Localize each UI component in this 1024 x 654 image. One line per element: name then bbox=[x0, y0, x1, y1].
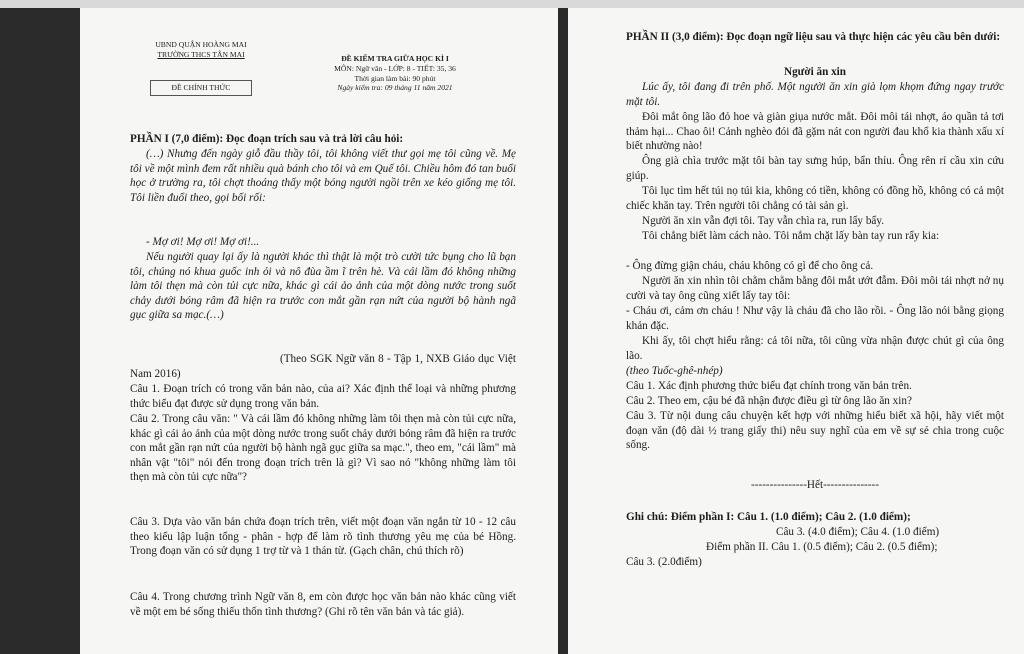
part2-title bbox=[626, 30, 1004, 45]
district-name: UBND QUẬN HOÀNG MAI bbox=[155, 40, 247, 49]
story-paragraph-4: Tôi lục tìm hết túi nọ túi kia, không có tiền, không có đồng hồ, không có cả một chiếc khăn tay. Trên người tôi chẳng có tài sản gì. bbox=[626, 185, 1004, 212]
part1-question-3: Câu 3. Dựa vào văn bản chứa đoạn trích trên, viết một đoạn văn ngắn từ 10 - 12 câu theo kiểu lập luận tổng - phân - hợp để làm rõ tình thương yêu mẹ của bé Hồng. Trong đoạn văn có sử dụng 1 trợ từ và 1 thán từ. (Gạch chân, chú thích rõ) bbox=[130, 516, 516, 558]
part1-question-1: Câu 1. Đoạn trích có trong văn bản nào, của ai? Xác định thể loại và những phương thức biểu đạt được sử dụng trong văn bản. bbox=[130, 383, 516, 410]
story-title: Người ăn xin bbox=[783, 66, 847, 78]
document-page-left bbox=[80, 8, 558, 654]
story-paragraph-10: Khi ấy, tôi chợt hiểu rằng: cả tôi nữa, tôi cũng vừa nhận được chút gì của ông lão. bbox=[626, 335, 1004, 362]
school-header bbox=[126, 40, 276, 60]
part2-question-3: Câu 3. Từ nội dung câu chuyện kết hợp với những hiểu biết xã hội, hãy viết một đoạn văn (độ dài ½ trang giấy thi) nêu suy nghĩ của em về sự sẻ chia trong cuộc sống. bbox=[626, 410, 1004, 452]
score-note-line-4: Câu 3. (2.0điểm) bbox=[626, 556, 702, 568]
official-stamp: ĐỀ CHÍNH THỨC bbox=[150, 80, 252, 96]
story-paragraph-2: Đôi mắt ông lão đỏ hoe và giàn giụa nước mắt. Đôi môi tái nhợt, áo quần tả tơi thảm hại... Chao ôi! Cảnh nghèo đói đã gặm nát con người đau khổ kia thành xấu xí biết nhường nào! bbox=[626, 111, 1004, 153]
part2-question-1: Câu 1. Xác định phương thức biểu đạt chính trong văn bản trên. bbox=[626, 380, 912, 392]
score-note-line-1: Ghi chú: Điểm phần I: Câu 1. (1.0 điểm); Câu 2. (1.0 điểm); bbox=[626, 511, 911, 523]
part1-question-4: Câu 4. Trong chương trình Ngữ văn 8, em còn được học văn bản nào khác cũng viết về một em bé sống thiếu thốn tình thương? (Ghi rõ tên văn bản và tác giả). bbox=[130, 591, 516, 618]
story-paragraph-6: Tôi chẳng biết làm cách nào. Tôi nắm chặt lấy bàn tay run rẩy kia: bbox=[642, 230, 940, 242]
story-paragraph-1: Lúc ấy, tôi đang đi trên phố. Một người ăn xin già lọm khọm đứng ngay trước mặt tôi. bbox=[626, 81, 1004, 108]
exam-header bbox=[290, 54, 500, 93]
school-name: TRƯỜNG THCS TÂN MAI bbox=[157, 50, 245, 59]
exam-duration: Thời gian làm bài: 90 phút bbox=[354, 73, 436, 83]
excerpt-paragraph-2: - Mợ ơi! Mợ ơi! Mợ ơi!... bbox=[146, 236, 260, 248]
story-paragraph-7: - Ông đừng giận cháu, cháu không có gì để cho ông cả. bbox=[626, 260, 874, 272]
part1-title: PHẦN I (7,0 điểm): Đọc đoạn trích sau và trả lời câu hỏi: bbox=[130, 133, 404, 145]
story-paragraph-8: Người ăn xin nhìn tôi chằm chằm bằng đôi mắt ướt đẫm. Đôi môi tái nhợt nở nụ cười và tay ông cũng xiết lấy tay tôi: bbox=[626, 275, 1004, 302]
viewer-top-bar bbox=[0, 0, 1024, 8]
excerpt-paragraph-3: Nếu người quay lại ấy là người khác thì thật là một trò cười tức bụng cho lũ bạn tôi, chúng nó khua guốc inh ỏi và nô đùa ầm ĩ trên hè. Và cái lầm đó không những làm tôi thẹn mà còn tủi cực nữa, khác gì cái ảo ảnh của một dòng nước trong suốt chảy dưới bóng râm đã hiện ra trước con mắt gần rạn nứt của người bộ hành ngã gục giữa sa mạc.(…) bbox=[130, 251, 516, 322]
exam-subject: MÔN: Ngữ văn - LỚP: 8 - TIẾT: 35, 36 bbox=[334, 63, 456, 73]
excerpt-source: (Theo SGK Ngữ văn 8 - Tập 1, NXB Giáo dục Việt Nam 2016) bbox=[130, 353, 516, 380]
exam-title: ĐỀ KIỂM TRA GIỮA HỌC KÌ I bbox=[341, 54, 449, 63]
document-page-right bbox=[568, 8, 1024, 654]
exam-date: Ngày kiểm tra: 09 tháng 11 năm 2021 bbox=[337, 83, 453, 93]
score-note-line-3: Điểm phần II. Câu 1. (0.5 điểm); Câu 2. (0.5 điểm); bbox=[706, 541, 938, 553]
story-source: (theo Tuốc-ghê-nhép) bbox=[626, 365, 723, 377]
story-paragraph-5: Người ăn xin vẫn đợi tôi. Tay vẫn chìa ra, run lẩy bẩy. bbox=[642, 215, 885, 227]
part2-title-text: PHẦN II (3,0 điểm): Đọc đoạn ngữ liệu sau và thực hiện các yêu cầu bên dưới: bbox=[626, 31, 1001, 43]
part1-question-2: Câu 2. Trong câu văn: " Và cái lầm đó không những làm tôi thẹn mà còn tủi cực nữa, khác gì cái ảo ảnh của một dòng nước trong suốt chảy dưới bóng râm đã hiện ra trước con mắt gần rạn nứt của người bộ hành ngã gục giữa sa mạc.", theo em, "cái lầm" mà nhân vật "tôi" nói đến trong đoạn trích trên là gì? Vì sao nó "không những làm tôi thẹn mà còn tủi cực nữa"? bbox=[130, 413, 516, 484]
story-paragraph-3: Ông già chìa trước mặt tôi bàn tay sưng húp, bẩn thỉu. Ông rên rỉ cầu xin cứu giúp. bbox=[626, 155, 1004, 182]
story-paragraph-9: - Cháu ơi, cảm ơn cháu ! Như vậy là cháu đã cho lão rồi. - Ông lão nói bằng giọng khản đặc. bbox=[626, 305, 1004, 332]
part2-question-2: Câu 2. Theo em, cậu bé đã nhận được điều gì từ ông lão ăn xin? bbox=[626, 395, 912, 407]
excerpt-paragraph-1: (…) Nhưng đến ngày giỗ đầu thầy tôi, tôi không viết thư gọi mẹ tôi cũng về. Mẹ tôi về một mình đem rất nhiều quà bánh cho tôi và em Quế tôi. Chiều hôm đó tan buổi học ở trường ra, tôi chợt thoáng thấy một bóng người ngồi trên xe kéo giống mẹ tôi. Tôi liền đuổi theo, gọi bối rối: bbox=[130, 148, 516, 204]
score-note-line-2: Câu 3. (4.0 điểm); Câu 4. (1.0 điểm) bbox=[776, 526, 940, 538]
end-marker: ---------------Hết--------------- bbox=[751, 479, 879, 491]
